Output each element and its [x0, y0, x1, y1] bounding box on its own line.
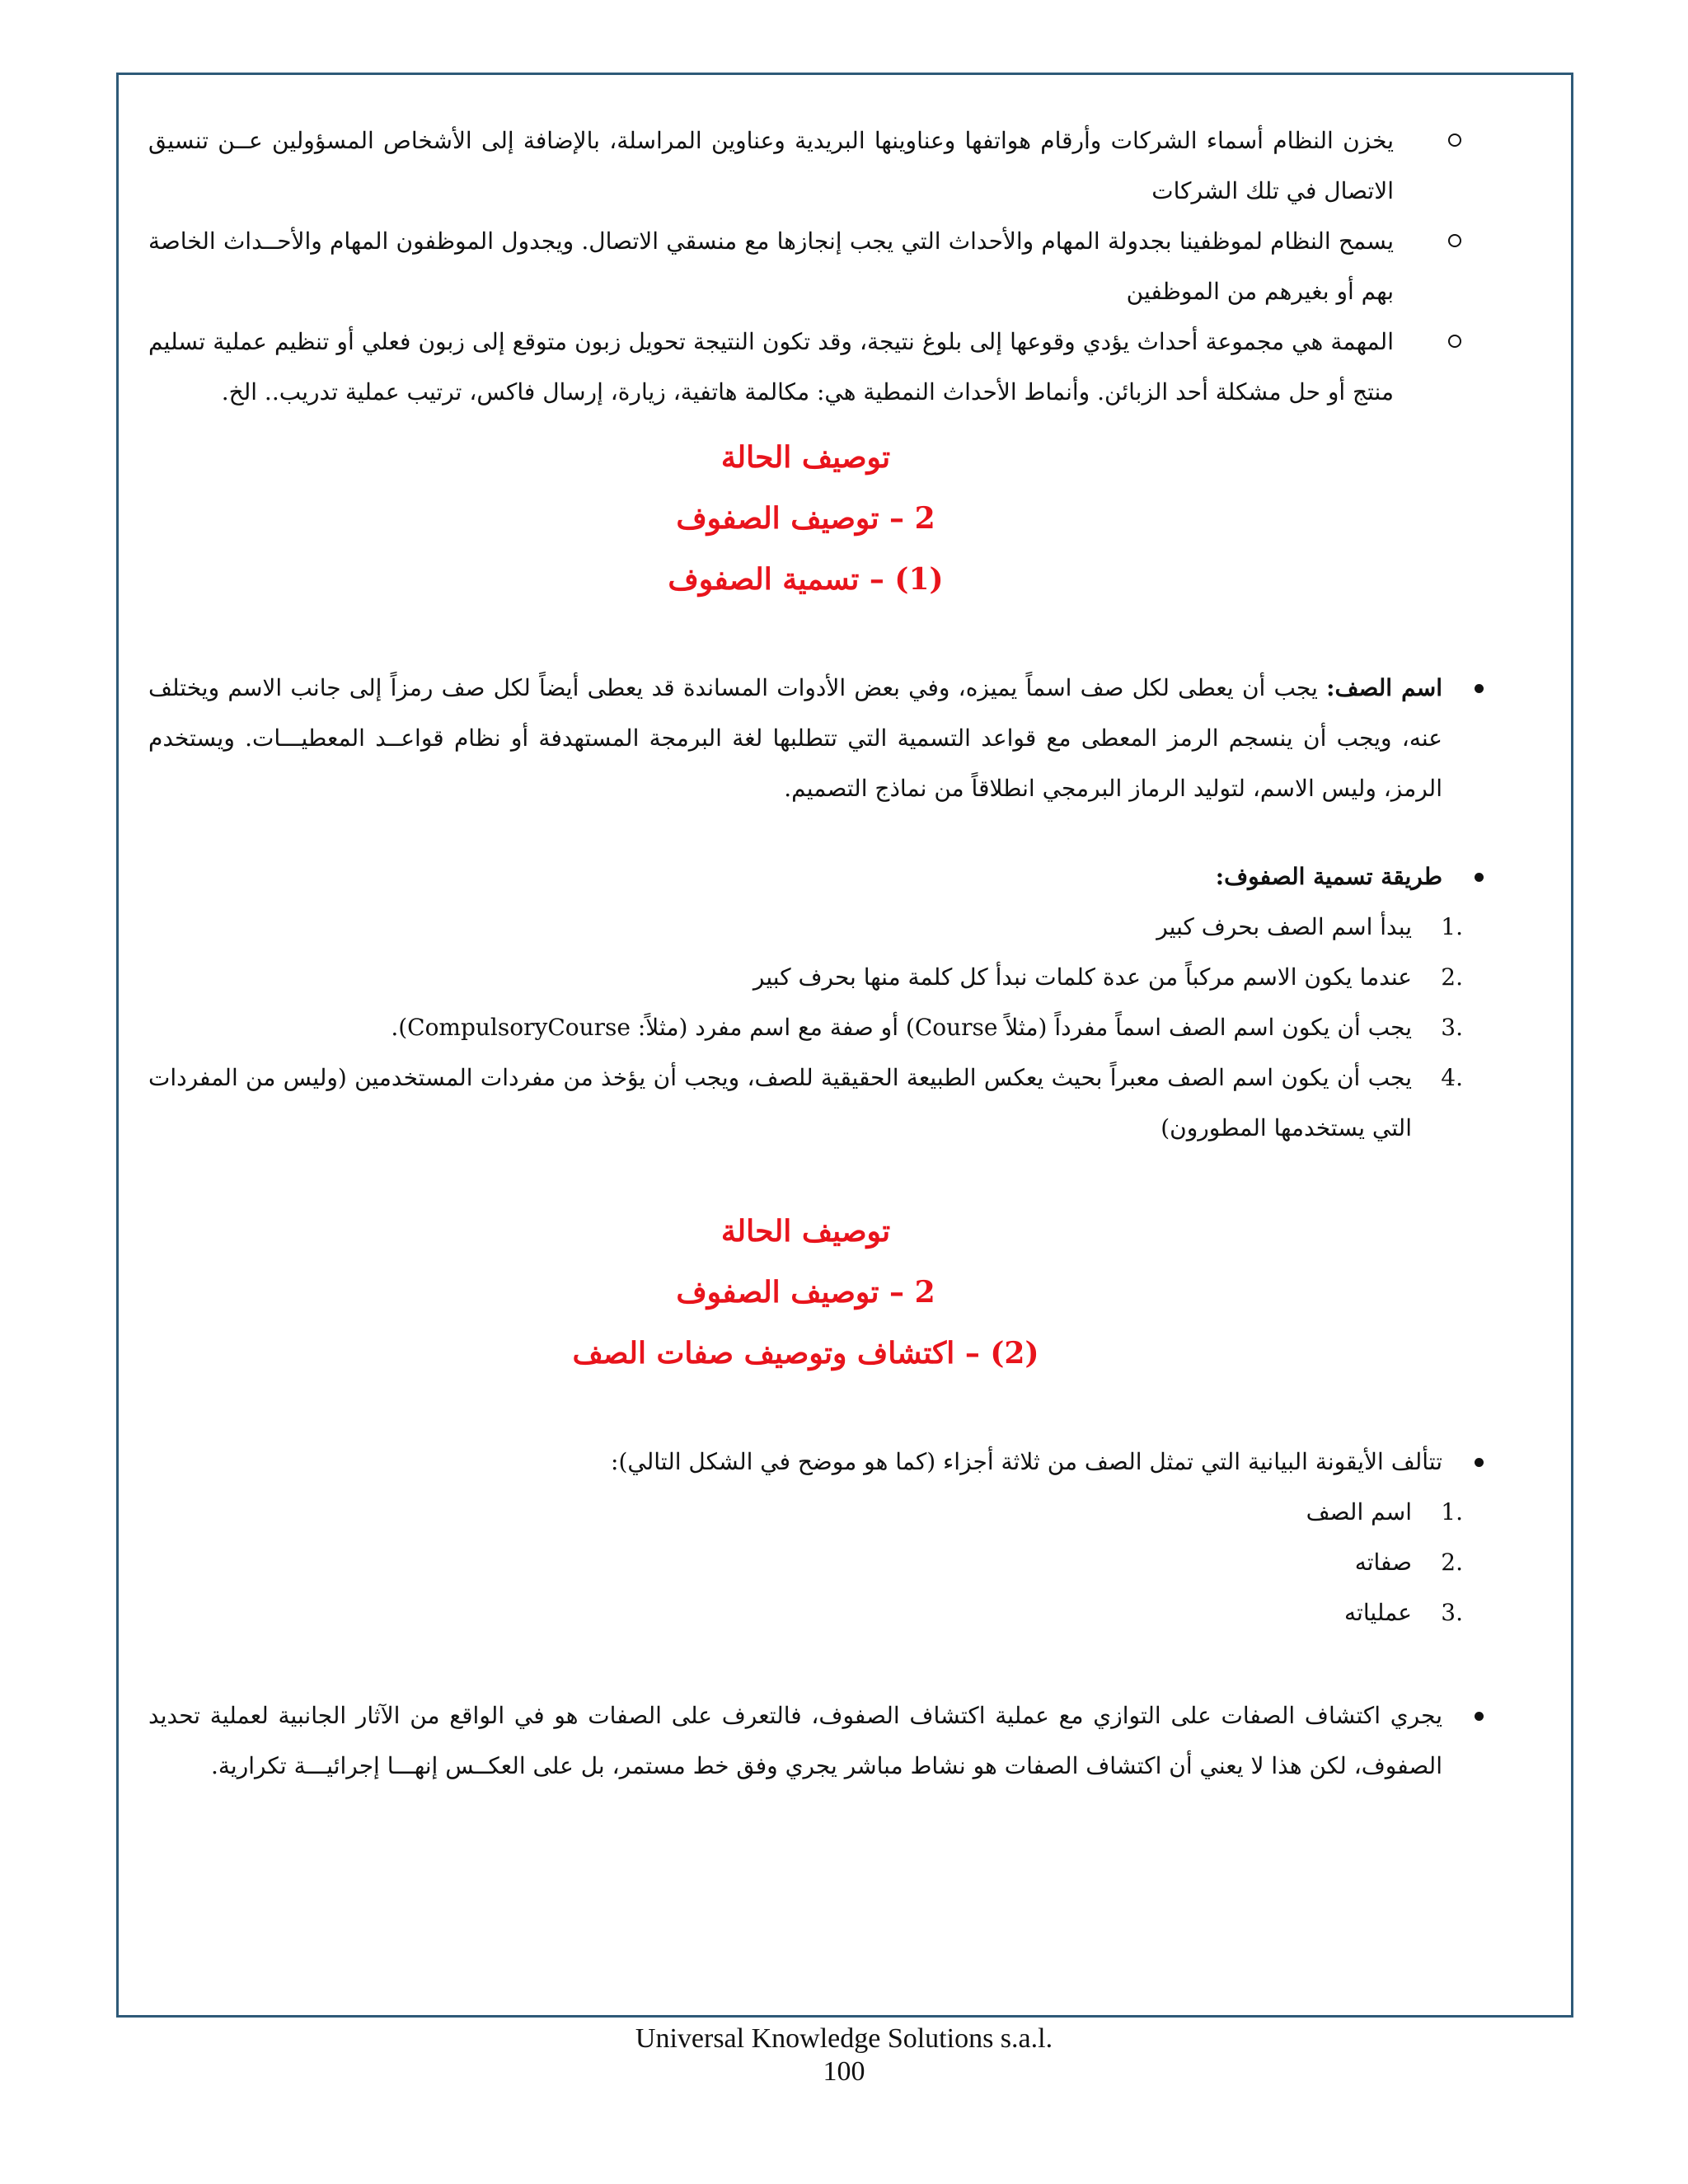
- intro-list: [148, 115, 1463, 417]
- section-heading-case: توصيف الحالة: [720, 1214, 891, 1249]
- section-heading-attributes: (2) – اكتشاف وتوصيف صفات الصف: [572, 1336, 1039, 1371]
- class-name-bullets: [148, 663, 1463, 813]
- naming-rule: 2. عندما يكون الاسم مركباً من عدة كلمات نبدأ كل كلمة منها بحرف كبير: [753, 963, 1463, 991]
- section-heading-naming: (1) – تسمية الصفوف: [668, 562, 944, 597]
- section-heading-case: توصيف الحالة: [720, 440, 891, 475]
- naming-method-bullets: [148, 851, 1463, 902]
- naming-rules-list: [148, 902, 1463, 1153]
- icon-part: 3. عملياته: [1344, 1599, 1463, 1626]
- icon-parts-paragraph: تتألف الأيقونة البيانية التي تمثل الصف من ثلاثة أجزاء (كما هو موضح في الشكل التالي):: [148, 1436, 1463, 1487]
- icon-parts-bullets: [148, 1436, 1463, 1487]
- section-heading-classes: 2 – توصيف الصفوف: [676, 501, 935, 536]
- document-body: [148, 115, 1463, 1791]
- section-2-headings: [148, 1201, 1463, 1384]
- class-name-paragraph: [148, 663, 1463, 813]
- naming-rule: 1. يبدأ اسم الصف بحرف كبير: [1156, 913, 1463, 940]
- intro-item: يخزن النظام أسماء الشركات وأرقام هواتفها وعناوينها البريدية وعناوين المراسلة، بالإضافة إلى الأشخاص المسؤولين عــن تنسيق الاتصال في تلك الشركات: [148, 115, 1463, 216]
- intro-item: يسمح النظام لموظفينا بجدولة المهام والأحداث التي يجب إنجازها مع منسقي الاتصال. ويجدول الموظفون المهام والأحــداث الخاصة بهم أو بغيرهم من الموظفين: [148, 216, 1463, 316]
- icon-part: 1. اسم الصف: [1306, 1498, 1463, 1526]
- section-1-headings: [148, 427, 1463, 610]
- icon-parts-list: [148, 1487, 1463, 1638]
- section-heading-classes: 2 – توصيف الصفوف: [676, 1275, 935, 1310]
- attributes-bullets: [148, 1690, 1463, 1791]
- class-name-text: يجب أن يعطى لكل صف اسماً يميزه، وفي بعض الأدوات المساندة قد يعطى أيضاً لكل صف رمزاً إلى جانب الاسم ويختلف عنه، ويجب أن ينسجم الرمز المعطى مع قواعد التسمية التي تتطلبها لغة البرمجة المستهدفة أو نظام قواعــد المعطيـــات. ويستخدم الرمز، وليس الاسم، لتوليد الرماز البرمجي انطلاقاً من نماذج التصميم.: [148, 674, 1442, 802]
- icon-part: 2. صفاته: [1354, 1549, 1463, 1576]
- footer-company: Universal Knowledge Solutions s.a.l.: [635, 2023, 1053, 2054]
- class-name-label: اسم الصف:: [1326, 674, 1442, 701]
- page-number: 100: [823, 2056, 865, 2087]
- naming-rule: 3. يجب أن يكون اسم الصف اسماً مفرداً (مثلاً Course) أو صفة مع اسم مفرد (مثلاً: CompulsoryCourse).: [391, 1014, 1463, 1041]
- intro-item: المهمة هي مجموعة أحداث يؤدي وقوعها إلى بلوغ نتيجة، وقد تكون النتيجة تحويل زبون متوقع إلى زبون فعلي أو تنظيم عملية تسليم منتج أو حل مشكلة أحد الزبائن. وأنماط الأحداث النمطية هي: مكالمة هاتفية، زيارة، إرسال فاكس، ترتيب عملية تدريب.. الخ.: [148, 316, 1463, 417]
- attributes-paragraph: يجري اكتشاف الصفات على التوازي مع عملية اكتشاف الصفوف، فالتعرف على الصفات هو في الواقع من الآثار الجانبية لعملية تحديد الصفوف، لكن هذا لا يعني أن اكتشاف الصفات هو نشاط مباشر يجري وفق خط مستمر، بل على العكــس إنهـــا إجرائيـــة تكرارية.: [148, 1690, 1463, 1791]
- naming-rule: 4. يجب أن يكون اسم الصف معبراً بحيث يعكس الطبيعة الحقيقية للصف، ويجب أن يؤخذ من مفردات المستخدمين (وليس من المفردات التي يستخدمها المطورون): [148, 1064, 1463, 1141]
- naming-method-label: طريقة تسمية الصفوف:: [148, 851, 1463, 902]
